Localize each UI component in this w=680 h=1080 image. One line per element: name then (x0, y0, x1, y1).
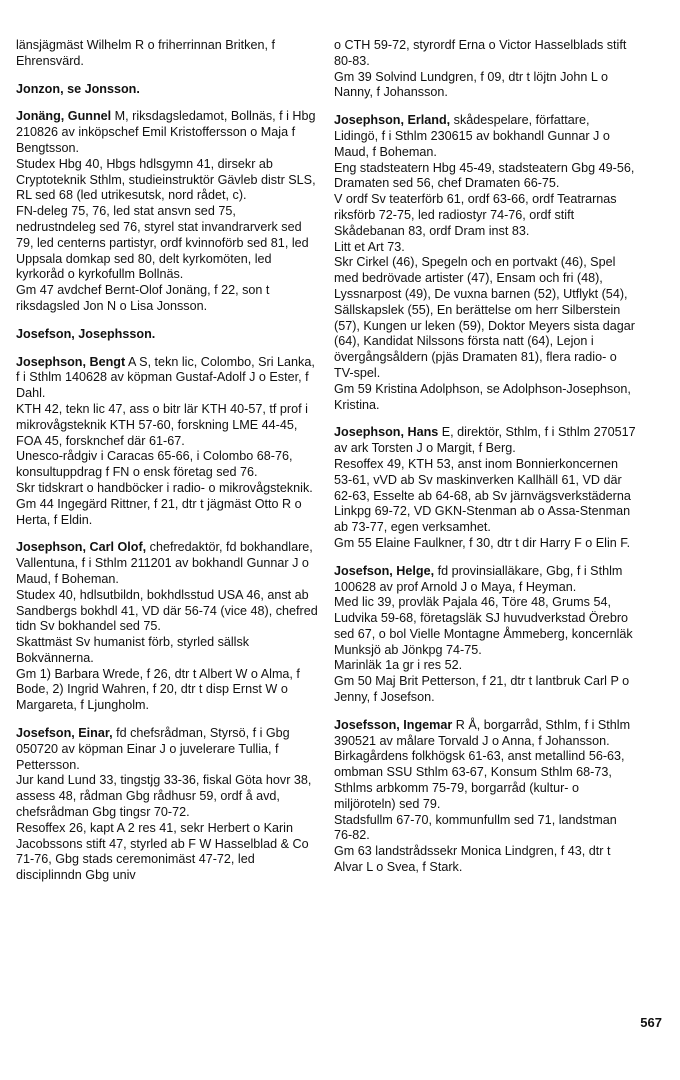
entry-intro (16, 540, 318, 587)
entry-paragraph: Gm 55 Elaine Faulkner, f 30, dtr t dir Harry F o Elin F. (334, 535, 631, 550)
page-number: 567 (640, 1015, 662, 1030)
entry-intro (334, 718, 636, 750)
entry-intro (16, 109, 318, 156)
biography-entry (16, 327, 318, 343)
entry-intro-text: E, direktör, Sthlm, f i Sthlm 270517 av ark Torsten J o Margit, f Berg. (334, 425, 636, 456)
entry-paragraph: Gm 59 Kristina Adolphson, se Adolphson-Josephson, Kristina. (334, 381, 631, 412)
entry-intro (16, 726, 318, 773)
entry-paragraph: Skr Cirkel (46), Spegeln och en portvakt (46), Spel med bedrövade artister (47), Ensam och fri (48), Lyssnarpost (49), De vuxna barnen (52), Utflykt (54), Sällskapslek (55), En berättelse om herr Silberstein (57), Kungen ur leken (59), Doktor Meyers sista dagar (64), Kandidat Nilssons första natt (64), Lejon i övergångsåldern (pjäs Dramaten 81), flera radio- o TV-spel. (334, 255, 635, 380)
entry-paragraph: Gm 1) Barbara Wrede, f 26, dtr t Albert W o Alma, f Bode, 2) Ingrid Wahren, f 20, dtr t disp Ernst W o Margareta, f Ljungholm. (16, 666, 300, 713)
biography-entry (334, 113, 636, 413)
entry-paragraph: Unesco-rådgiv i Caracas 65-66, i Colombo 68-76, konsultuppdrag f FN o ensk företag sed 76. (16, 449, 293, 480)
entry-intro-text: chefredaktör, fd bokhandlare, Vallentuna, f i Sthlm 211201 av bokhandl Gunnar J o Maud, f Boheman. (16, 540, 313, 586)
entry-paragraph: Resoffex 26, kapt A 2 res 41, sekr Herbert o Karin Jacobssons stift 47, styrled ab F W Hasselblad & Co 71-76, Gbg stads ceremonimäst 47-72, led disciplinndn Gbg univ (16, 820, 309, 883)
entry-intro-text: fd provinsialläkare, Gbg, f i Sthlm 100628 av prof Arnold J o Maya, f Heyman. (334, 563, 623, 594)
entry-paragraph: Med lic 39, provläk Pajala 46, Töre 48, Grums 54, Ludvika 59-68, företagsläk SJ huvudverkstad Örebro sed 67, o bol Vielle Montagne Åmmeberg, koncernläk Munksjö ab Jönkpg 74-75. (334, 595, 633, 657)
entry-intro (334, 425, 636, 457)
entry-intro (334, 113, 636, 160)
continuation-line: Gm 39 Solvind Lundgren, f 09, dtr t löjtn John L o Nanny, f Johansson. (334, 69, 608, 100)
entry-name: Josefson, Helge, (334, 563, 435, 578)
entry-name: Jonäng, Gunnel (16, 109, 112, 124)
entry-name: Josefson, Einar, (16, 726, 113, 741)
entry-paragraph: FN-deleg 75, 76, led stat ansvn sed 75, nedrustndeleg sed 76, styrel stat invandrarverk sed 79, led centerns partistyr, ordf kvinnoförb sed 81, led Uppsala domkap sed 80, delt kyrkomöten, led kyrkoråd o kyrkofullm Bollnäs. (16, 204, 309, 282)
entry-paragraph: Resoffex 49, KTH 53, anst inom Bonnierkoncernen 53-61, vVD ab Sv maskinverken Kallhäll 61, VD där 62-63, Esselte ab 64-68, ab Sv järnvägsverkstäderna Linkpg 69-72, VD GKN-Stenman ab o Assa-Stenman ab 73-77, egen verksamhet. (334, 456, 631, 535)
entry-name: Josefson, Josephsson. (16, 326, 156, 341)
entry-name: Josefsson, Ingemar (334, 717, 453, 732)
entry-paragraph: KTH 42, tekn lic 47, ass o bitr lär KTH 40-57, tf prof i mikrovågsteknik KTH 57-60, forskning LME 44-45, FOA 45, forsknchef där 61-67. (16, 401, 308, 448)
entry-name: Josephson, Erland, (334, 113, 451, 128)
entry-name: Jonzon, se Jonsson. (16, 81, 140, 96)
biography-entry (334, 564, 636, 706)
entry-paragraph: Jur kand Lund 33, tingstjg 33-36, fiskal Göta hovr 38, assess 48, rådman Gbg rådhusr 59, ordf å avd, chefsrådman Gbg tingsr 70-72. (16, 773, 312, 820)
entry-intro (16, 327, 318, 343)
entry-name: Josephson, Hans (334, 425, 439, 440)
entry-paragraph: Gm 47 avdchef Bernt-Olof Jonäng, f 22, son t riksdagsled Jon N o Lisa Jonsson. (16, 283, 270, 313)
entry-name: Josephson, Bengt (16, 354, 126, 369)
entry-intro-text: M, riksdagsledamot, Bollnäs, f i Hbg 210826 av inköpschef Emil Kristoffersson o Maja f Bengtsson. (16, 109, 316, 155)
entry-intro (334, 564, 636, 596)
continuation-text (334, 38, 636, 101)
entry-intro-text: R Å, borgarråd, Sthlm, f i Sthlm 390521 av målare Torvald J o Anna, f Johansson. (334, 717, 631, 748)
entry-intro-text: skådespelare, författare, Lidingö, f i Sthlm 230615 av bokhandl Gunnar J o Maud, f Boheman. (334, 113, 610, 159)
entry-paragraph: Eng stadsteatern Hbg 45-49, stadsteatern Gbg 49-56, Dramaten sed 56, chef Dramaten 66-75. (334, 160, 635, 191)
biography-entry (334, 425, 636, 551)
biography-entry (16, 540, 318, 714)
entry-paragraph: Skr tidskrart o handböcker i radio- o mikrovågsteknik. (16, 480, 313, 495)
right-column (334, 38, 636, 888)
entry-paragraph: Litt et Art 73. (334, 239, 405, 254)
continuation-text (16, 38, 318, 70)
entry-paragraph: Gm 63 landstrådssekr Monica Lindgren, f 43, dtr t Alvar L o Svea, f Stark. (334, 844, 611, 875)
continuation-line: o CTH 59-72, styrordf Erna o Victor Hasselblads stift 80-83. (334, 38, 627, 68)
continuation-line: länsjägmäst Wilhelm R o friherrinnan Britken, f Ehrensvärd. (16, 38, 275, 68)
entry-paragraph: Studex 40, hdlsutbildn, bokhdlsstud USA 46, anst ab Sandbergs bokhdl 41, VD där 56-74 (vice 48), chefred tidn Sv bokhandel sed 75. (16, 587, 318, 634)
entry-paragraph: Marinläk 1a gr i res 52. (334, 658, 463, 673)
biography-entry (16, 355, 318, 529)
biography-entry (334, 718, 636, 876)
entry-paragraph: Skattmäst Sv humanist förb, styrled sällsk Bokvännerna. (16, 635, 250, 665)
entry-intro-text: A S, tekn lic, Colombo, Sri Lanka, f i Sthlm 140628 av köpman Gustaf-Adolf J o Ester, f Dahl. (16, 354, 315, 401)
entry-paragraph: Birkagårdens folkhögsk 61-63, anst metallind 56-63, ombman SSU Sthlm 63-67, Konsum Sthlm 68-73, Sthlms arbkomm 75-79, borgarråd (kultur- o miljöroteln) sed 79. (334, 749, 625, 811)
entry-intro (16, 355, 318, 402)
entry-paragraph: V ordf Sv teaterförb 61, ordf 63-66, ordf Teatrarnas riksförb 72-75, led radiostyr 74-76, ordf stift Skådebanan 83, ordf Dram inst 83. (334, 192, 617, 238)
entry-intro-text: fd chefsrådman, Styrsö, f i Gbg 050720 av köpman Einar J o juvelerare Tullia, f Pettersson. (16, 726, 290, 772)
entry-intro (16, 82, 318, 98)
entry-name: Josephson, Carl Olof, (16, 540, 147, 555)
entry-paragraph: Gm 50 Maj Brit Petterson, f 21, dtr t lantbruk Carl P o Jenny, f Josefson. (334, 674, 630, 705)
biography-entry (16, 109, 318, 314)
biography-entry (16, 82, 318, 98)
left-column (16, 38, 318, 896)
biography-entry (16, 726, 318, 884)
entry-paragraph: Studex Hbg 40, Hbgs hdlsgymn 41, dirsekr ab Cryptoteknik Sthlm, studieinstruktör Gävleb distr SLS, RL sed 68 (led utrikesutsk, nord rådet, c). (16, 156, 316, 203)
entry-paragraph: Stadsfullm 67-70, kommunfullm sed 71, landstman 76-82. (334, 812, 617, 843)
entry-paragraph: Gm 44 Ingegärd Rittner, f 21, dtr t jägmäst Otto R o Herta, f Eldin. (16, 496, 302, 527)
